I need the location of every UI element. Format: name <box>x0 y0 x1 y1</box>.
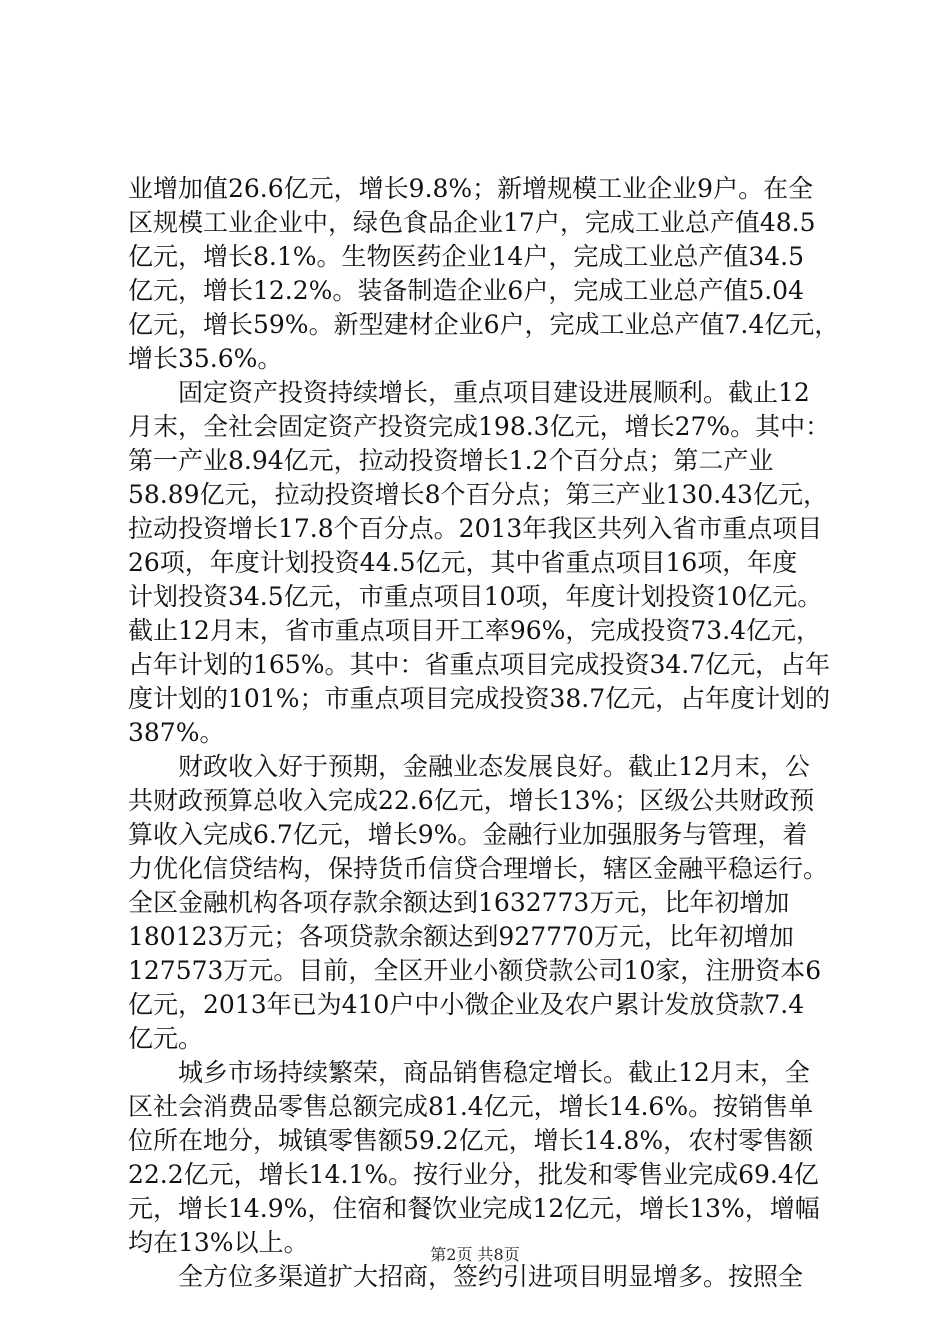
text-line: 度计划的101%；市重点项目完成投资38.7亿元，占年度计划的 <box>128 684 831 713</box>
text-line: 亿元，增长12.2%。装备制造企业6户，完成工业总产值5.04 <box>128 276 804 305</box>
text-line: 区社会消费品零售总额完成81.4亿元，增长14.6%。按销售单 <box>128 1092 814 1121</box>
text-line: 力优化信贷结构，保持货币信贷合理增长，辖区金融平稳运行。 <box>128 854 829 883</box>
text-line: 计划投资34.5亿元，市重点项目10项，年度计划投资10亿元。 <box>128 582 823 611</box>
text-line: 算收入完成6.7亿元，增长9%。金融行业加强服务与管理，着 <box>128 820 808 849</box>
text-line: 城乡市场持续繁荣，商品销售稳定增长。截止12月末，全 <box>178 1058 810 1087</box>
text-line: 固定资产投资持续增长，重点项目建设进展顺利。截止12 <box>178 378 810 407</box>
text-line: 387%。 <box>128 718 225 747</box>
page-footer: 第2页 共8页 <box>430 1245 520 1264</box>
text-line: 均在13%以上。 <box>128 1228 309 1257</box>
text-line: 全区金融机构各项存款余额达到1632773万元，比年初增加 <box>128 888 790 917</box>
text-line: 位所在地分，城镇零售额59.2亿元，增长14.8%，农村零售额 <box>128 1126 814 1155</box>
text-line: 业增加值26.6亿元，增长9.8%；新增规模工业企业9户。在全 <box>128 174 814 203</box>
text-line: 增长35.6%。 <box>128 344 283 373</box>
text-line: 58.89亿元，拉动投资增长8个百分点；第三产业130.43亿元， <box>128 480 828 509</box>
text-line: 亿元，增长8.1%。生物医药企业14户，完成工业总产值34.5 <box>128 242 804 271</box>
text-line: 占年计划的165%。其中：省重点项目完成投资34.7亿元，占年 <box>128 650 831 679</box>
text-line: 127573万元。目前，全区开业小额贷款公司10家，注册资本6 <box>128 956 822 985</box>
text-line: 共财政预算总收入完成22.6亿元，增长13%；区级公共财政预 <box>128 786 815 815</box>
text-line: 26项，年度计划投资44.5亿元，其中省重点项目16项，年度 <box>128 548 798 577</box>
text-line: 截止12月末，省市重点项目开工率96%，完成投资73.4亿元， <box>128 616 822 645</box>
text-line: 财政收入好于预期，金融业态发展良好。截止12月末，公 <box>178 752 810 781</box>
text-line: 亿元，2013年已为410户中小微企业及农户累计发放贷款7.4 <box>128 990 805 1019</box>
text-line: 元，增长14.9%，住宿和餐饮业完成12亿元，增长13%，增幅 <box>128 1194 820 1223</box>
text-line: 22.2亿元，增长14.1%。按行业分，批发和零售业完成69.4亿 <box>128 1160 819 1189</box>
text-line: 亿元，增长59%。新型建材企业6户，完成工业总产值7.4亿元， <box>128 310 840 339</box>
text-line: 亿元。 <box>128 1024 204 1053</box>
text-line: 区规模工业企业中，绿色食品企业17户，完成工业总产值48.5 <box>128 208 816 237</box>
text-line: 全方位多渠道扩大招商，签约引进项目明显增多。按照全 <box>178 1262 804 1291</box>
text-line: 180123万元；各项贷款余额达到927770万元，比年初增加 <box>128 922 794 951</box>
document-body <box>128 172 840 1294</box>
text-line: 月末，全社会固定资产投资完成198.3亿元，增长27%。其中： <box>128 412 831 441</box>
text-line: 拉动投资增长17.8个百分点。2013年我区共列入省市重点项目 <box>128 514 823 543</box>
text-line: 第一产业8.94亿元，拉动投资增长1.2个百分点；第二产业 <box>128 446 774 475</box>
